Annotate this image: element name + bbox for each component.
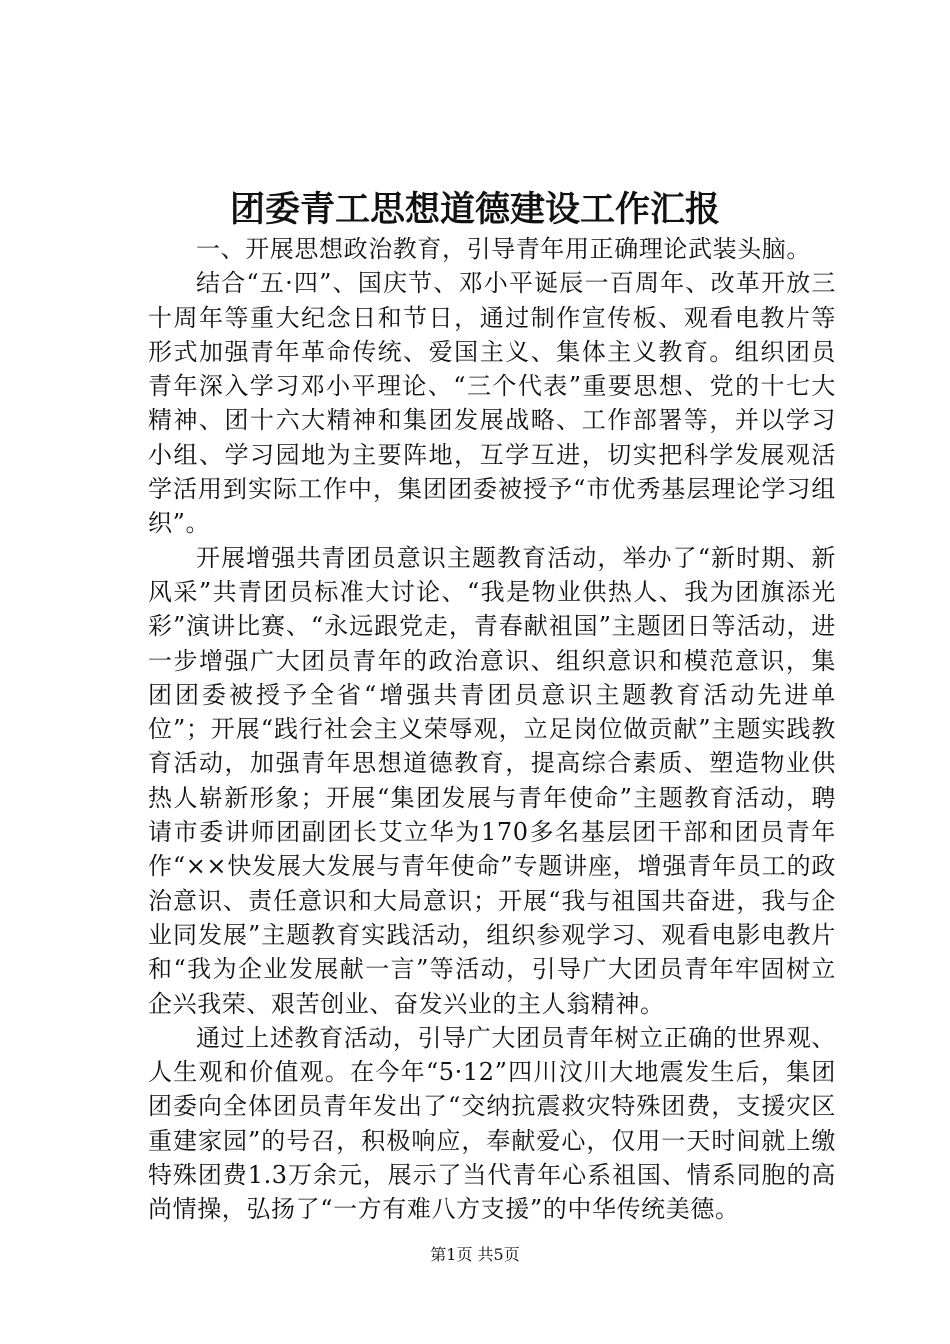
paragraph: 通过上述教育活动，引导广大团员青年树立正确的世界观、人生观和价值观。在今年“5·12”四川汶川大地震发生后，集团团委向全体团员青年发出了“交纳抗震救灾特殊团费，支援灾区重建家园”的号召，积极响应，奉献爱心，仅用一天时间就上缴特殊团费1.3万余元，展示了当代青年心系祖国、情系同胞的高尚情操，弘扬了“一方有难八方支援”的中华传统美德。 xyxy=(148,1023,836,1224)
document-title: 团委青工思想道德建设工作汇报 xyxy=(229,190,720,230)
paragraph: 开展增强共青团员意识主题教育活动，举办了“新时期、新风采”共青团员标准大讨论、“我是物业供热人、我为团旗添光彩”演讲比赛、“永远跟党走，青春献祖国”主题团日等活动，进一步增强广大团员青年的政治意识、组织意识和模范意识，集团团委被授予全省“增强共青团员意识主题教育活动先进单位”；开展“践行社会主义荣辱观，立足岗位做贡献”主题实践教育活动，加强青年思想道德教育，提高综合素质、塑造物业供热人崭新形象；开展“集团发展与青年使命”主题教育活动，聘请市委讲师团副团长艾立华为170多名基层团干部和团员青年作“××快发展大发展与青年使命”专题讲座，增强青年员工的政治意识、责任意识和大局意识；开展“我与祖国共奋进，我与企业同发展”主题教育实践活动，组织参观学习、观看电影电教片和“我为企业发展献一言”等活动，引导广大团员青年牢固树立企兴我荣、艰苦创业、奋发兴业的主人翁精神。 xyxy=(148,543,836,1018)
paragraph: 结合“五·四”、国庆节、邓小平诞辰一百周年、改革开放三十周年等重大纪念日和节日，通过制作宣传板、观看电教片等形式加强青年革命传统、爱国主义、集体主义教育。组织团员青年深入学习邓小平理论、“三个代表”重要思想、党的十七大精神、团十六大精神和集团发展战略、工作部署等，并以学习小组、学习园地为主要阵地，互学互进，切实把科学发展观活学活用到实际工作中，集团团委被授予“市优秀基层理论学习组织”。 xyxy=(148,269,836,538)
page-number-footer: 第1页 共5页 xyxy=(430,1245,520,1264)
document-body xyxy=(148,232,836,1227)
paragraph-heading-1: 一、开展思想政治教育，引导青年用正确理论武装头脑。 xyxy=(196,235,811,263)
